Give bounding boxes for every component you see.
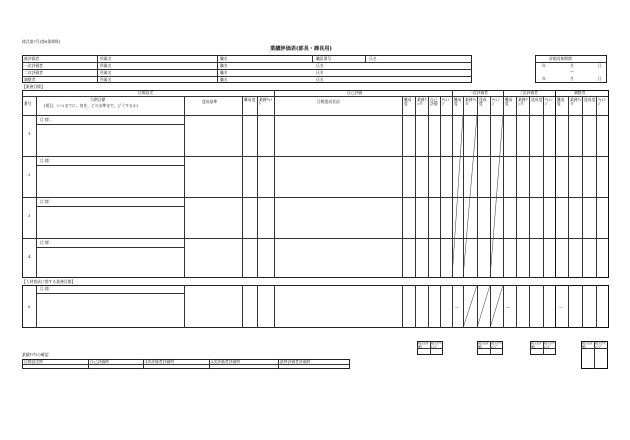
period-separator: 〜 [570,69,574,74]
total-challenge-label: 総合ﾁｬﾚﾝｼﾞ [491,341,502,349]
self-challenge-header: ﾁｬﾚﾝｼﾞ [442,97,450,107]
row-number: 2 [28,172,31,177]
second-evaluator-header: 二次評価者 [519,90,538,95]
year-label: 年 [542,62,546,68]
role-label: 調整者 [24,76,36,82]
confirm-item: 自己評価時 [90,358,109,364]
confirm-item: 最終評価者評価時 [280,358,311,364]
name-label: 氏名 [316,62,324,68]
org-label: 所属名 [100,69,112,75]
role-label: 二次評価者 [24,69,43,75]
difficulty-header: 難易度 [244,97,256,102]
header-table [22,55,472,83]
row-number: 5 [28,304,31,309]
year-label: 年 [542,75,546,81]
goal-label: 目 標 ： [40,286,54,291]
weight-header: 業務ｳｪｲﾄ [465,97,477,107]
section-job-goals: 【業務目標】 [22,84,45,89]
confirm-item: 2次評価者評価時 [211,358,240,364]
org-label: 所属名 [100,62,112,68]
weight-header: 業務ｳｪｲﾄ [570,97,582,107]
confirm-item: 1次評価者評価時 [145,358,174,364]
month-label: 月 [570,75,574,81]
page-title: 業績評価表(部長・課長用) [270,46,332,52]
day-label: 日 [598,75,602,81]
weight-header: 業務ｳｪｲﾄ [259,97,273,107]
achievement-criteria-header: 達成基準 [202,99,218,104]
org-label: 所属名 [100,76,112,82]
goal-label: 目 標 ： [40,158,54,163]
achievement-header: 達成度 [479,97,487,107]
challenge-header: ﾁｬﾚﾝｼﾞ [598,97,606,107]
day-label: 日 [598,62,602,68]
difficulty-header: 難易度 [557,97,565,107]
adjuster-header: 調整者 [574,90,586,95]
confirm-item: 目標設定時 [24,358,43,364]
row-number: 1 [28,131,31,136]
goal-header: 当期目標 [90,97,106,102]
diagonal-slashes [22,285,609,328]
evaluation-period-box [535,55,607,83]
adjuster-totals [581,341,608,369]
org-label: 所属名 [100,55,112,61]
role-label: 一次評価者 [24,62,43,68]
goal-label: 目 標 ： [40,240,54,245]
self-weight-header: 業務ｳｪｲﾄ [417,97,427,107]
total-eval-label: 総合評価 [418,341,429,349]
total-challenge-label: 総合ﾁｬﾚﾝｼﾞ [431,341,442,349]
cycle-confirm-label: 業績ｻｲｸﾙの確認 [22,352,49,357]
target-setting-header: 目標設定 [138,90,154,95]
challenge-header: ﾁｬﾚﾝｼﾞ [545,97,553,107]
goals-table [22,90,609,278]
form-number: 様式第7号(第9条関係) [22,39,61,44]
first-evaluator-header: 一次評価者 [469,90,488,95]
self-difficulty-header: 難易度 [404,97,412,107]
total-challenge-label: 総合ﾁｬﾚﾝｼﾞ [595,341,606,349]
section-hr-goals: 【人材育成に関する業務目標】 [22,279,76,284]
total-eval-label: 総合評価 [478,341,489,349]
weight-header: 業務ｳｪｲﾄ [518,97,528,107]
month-label: 月 [570,62,574,68]
third-eval-totals [530,341,556,355]
goal-subheader: (項目、いつまでに、何を、どの水準まで、どうするか) [44,103,139,108]
total-challenge-label: 総合ﾁｬﾚﾝｼﾞ [544,341,555,349]
name-label: 氏名 [369,55,377,61]
period-label: 評価対象期間 [549,55,572,61]
dash: ― [455,304,459,309]
post-label: 職名 [220,76,228,82]
total-eval-label: 総合評価 [531,341,542,349]
difficulty-header: 難易度 [505,97,513,107]
difficulty-header: 難易度 [454,97,462,107]
second-eval-totals [477,341,503,355]
achievement-header: 達成度 [584,97,596,102]
dash: ― [559,304,563,309]
achievement-status-header: 目標達成状況 [317,99,340,104]
challenge-header: ﾁｬﾚﾝｼﾞ [492,97,500,107]
role-label: 被評価者 [24,55,40,61]
achievement-header: 達成度 [531,97,543,102]
name-label: 氏名 [316,76,324,82]
employee-no-label: 職員番号 [316,55,332,61]
hr-goal-table [22,285,609,328]
diagonal-slashes [22,90,609,278]
goal-label: 目 標 ： [40,117,54,122]
cycle-confirm-table [22,359,350,369]
self-eval-header: 自己評価 [347,90,363,95]
goal-label: 目 標 ： [40,199,54,204]
post-label: 職名 [220,62,228,68]
number-header: 番号 [24,101,32,106]
dash: ― [506,304,510,309]
post-label: 職名 [220,55,228,61]
total-eval-label: 総合評価 [582,341,593,349]
first-eval-totals [417,341,443,355]
name-label: 氏名 [316,69,324,75]
post-label: 職名 [220,69,228,75]
row-number: 3 [28,213,31,218]
self-grade-header: 自己評価 [430,97,438,107]
row-number: 4 [28,254,31,259]
